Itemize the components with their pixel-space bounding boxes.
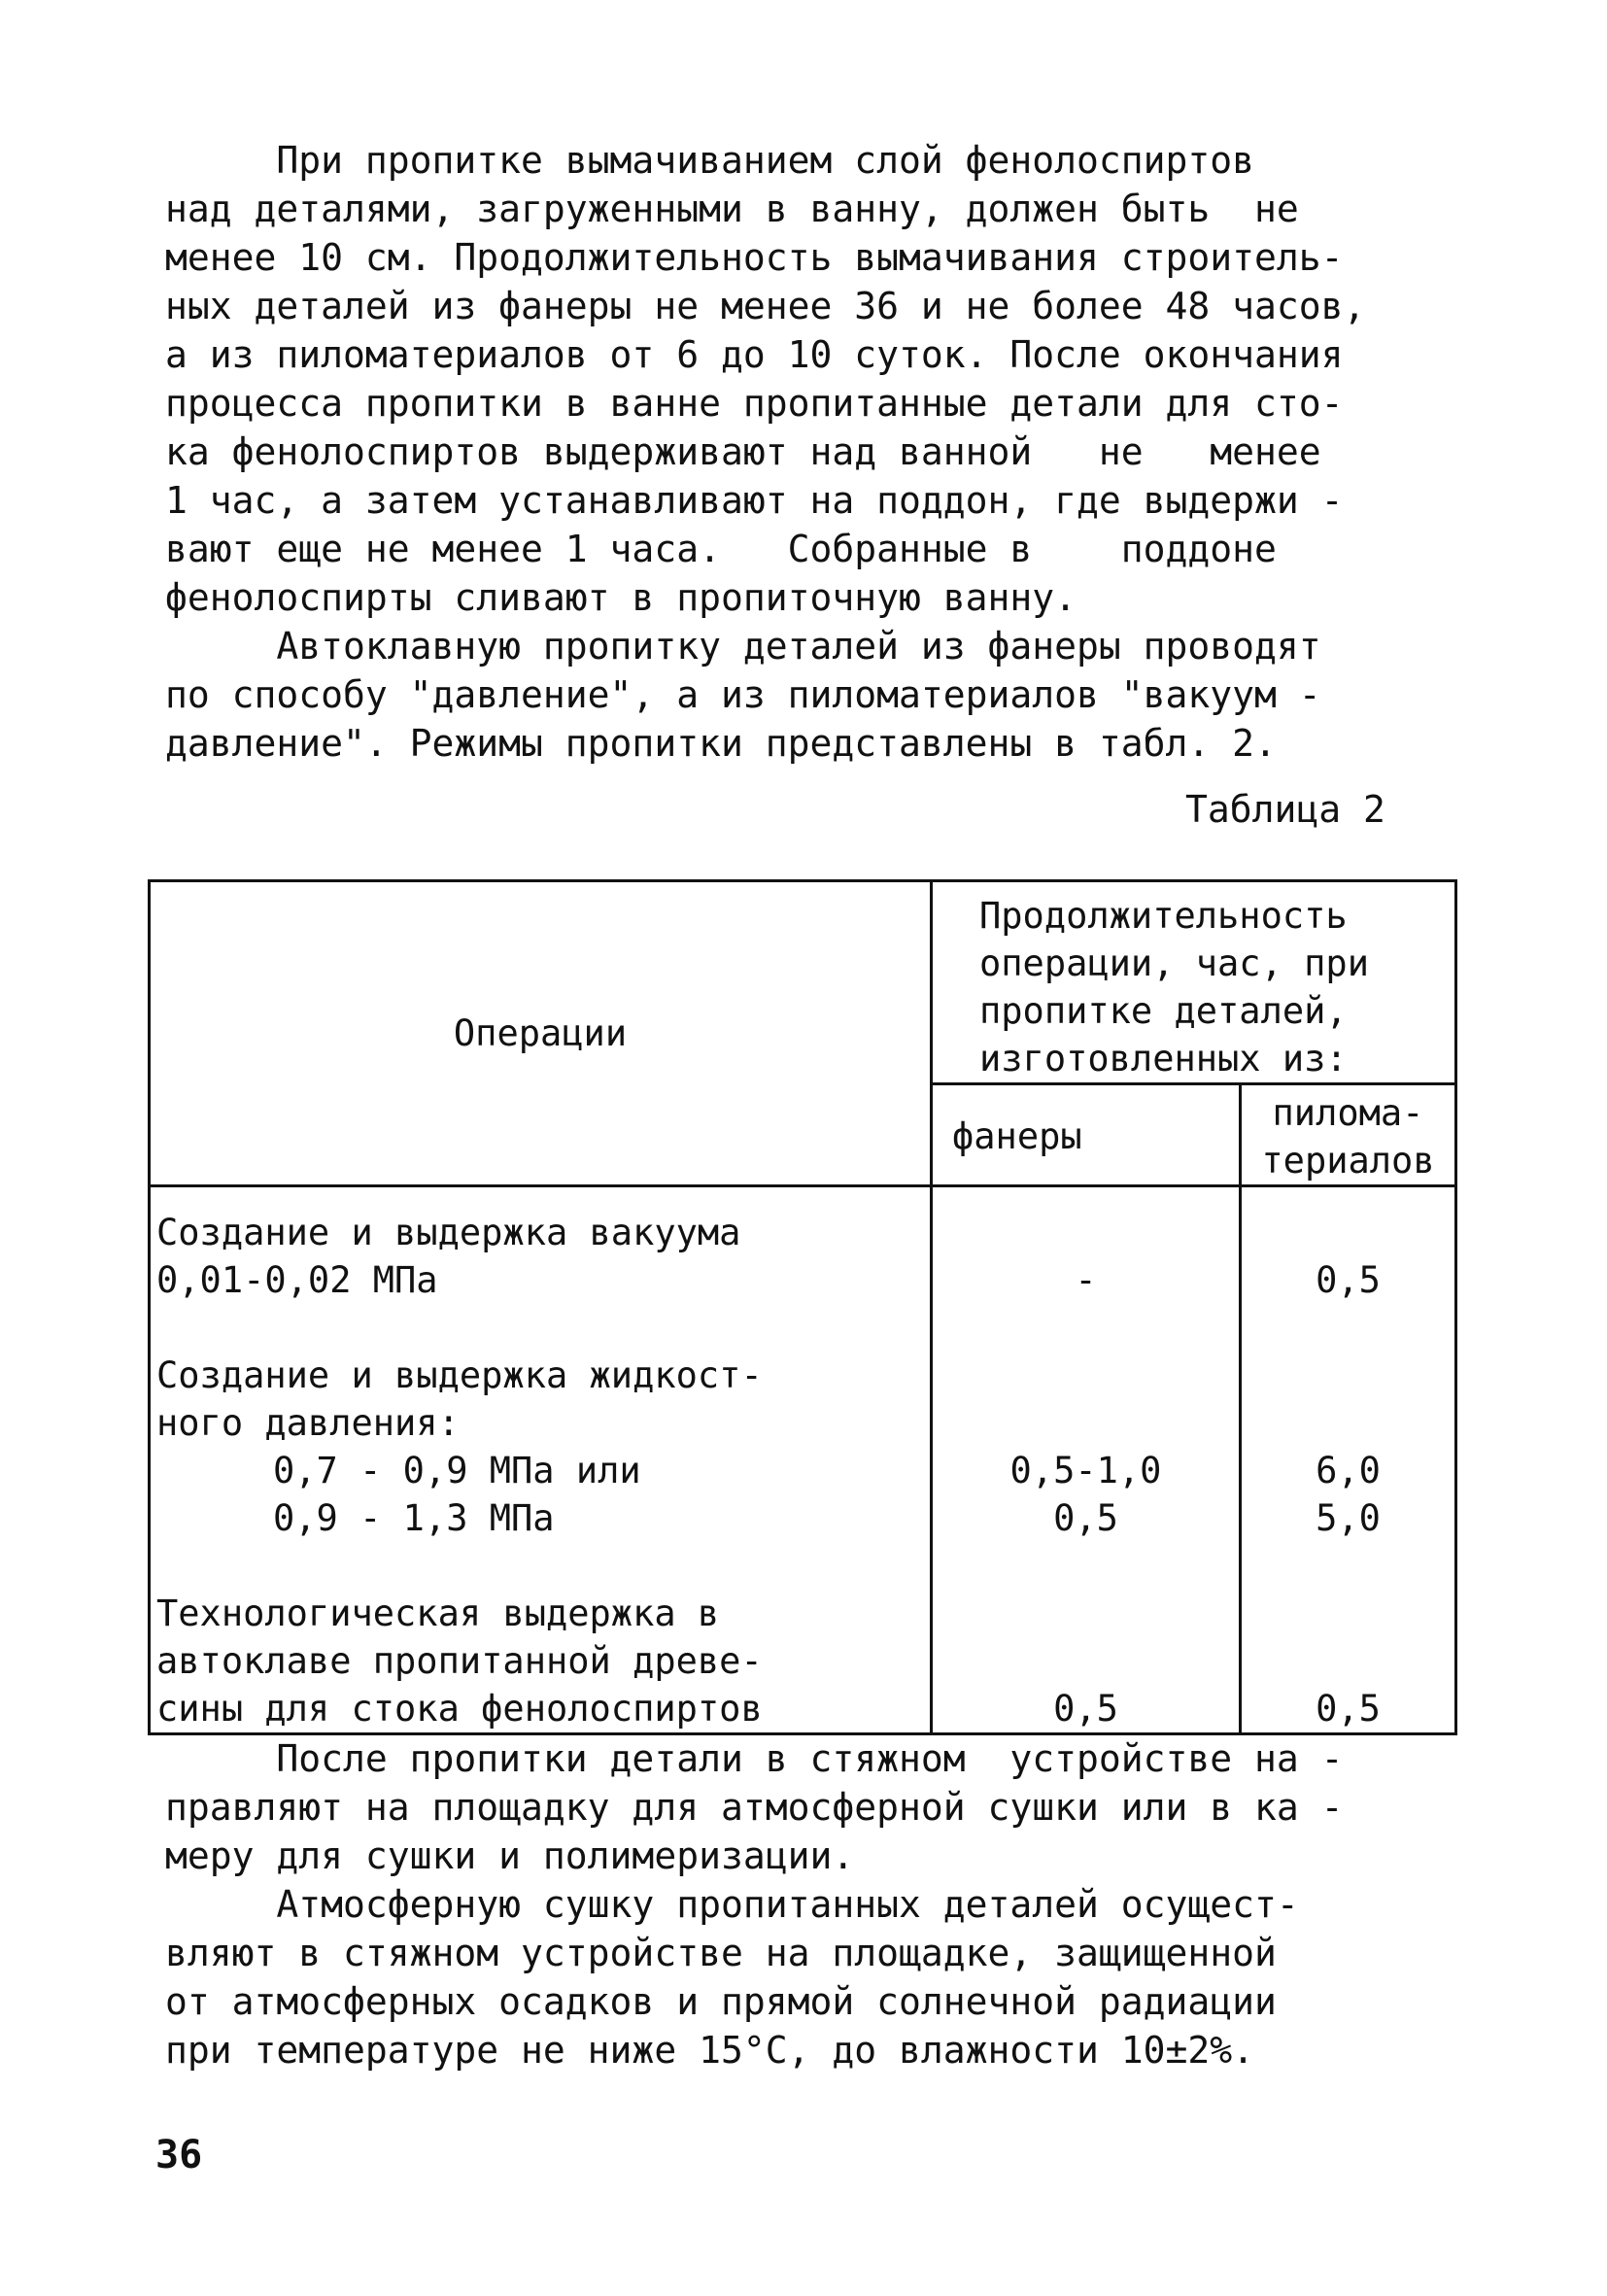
header-duration-line: изготовленных из:	[979, 1038, 1348, 1079]
lumber-value	[1242, 1209, 1454, 1256]
lumber-value: 0,5	[1316, 1259, 1381, 1301]
operation-line: 0,7 - 0,9 МПа или	[273, 1450, 641, 1491]
paragraph-soaking-impregnation	[165, 136, 1467, 622]
header-operations: Операции	[150, 881, 932, 1186]
text-line: Автоклавную пропитку деталей из фанеры проводят	[165, 625, 1321, 668]
text-line: ных деталей из фанеры не менее 36 и не более 48 часов,	[165, 285, 1366, 327]
header-duration-line: пропитке деталей,	[979, 990, 1348, 1032]
text-line: 1 час, а затем устанавливают на поддон, где выдержи -	[165, 479, 1344, 522]
operation-line: ного давления:	[156, 1402, 460, 1444]
text-line: над деталями, загруженными в ванну, должен быть не	[165, 188, 1299, 230]
lumber-value	[1242, 1352, 1454, 1399]
header-duration	[932, 881, 1456, 1084]
header-lumber-line: пилома-	[1272, 1092, 1424, 1134]
header-lumber-line: териалов	[1261, 1140, 1435, 1182]
text-line: меру для сушки и полимеризации.	[165, 1834, 855, 1877]
plywood-value	[933, 1209, 1239, 1256]
header-plywood: фанеры	[932, 1084, 1241, 1186]
lumber-value: 0,5	[1316, 1688, 1381, 1730]
plywood-values-column	[932, 1186, 1241, 1734]
lumber-value	[1242, 1542, 1454, 1590]
plywood-value	[933, 1590, 1239, 1637]
operations-column	[150, 1186, 932, 1734]
header-lumber	[1241, 1084, 1456, 1186]
impregnation-modes-table	[148, 879, 1454, 1730]
paragraph-autoclave-impregnation	[165, 622, 1467, 768]
table-caption: Таблица 2	[1185, 788, 1385, 831]
text-line: а из пиломатериалов от 6 до 10 суток. После окончания	[165, 333, 1344, 376]
operation-line: сины для стока фенолоспиртов	[156, 1688, 763, 1730]
plywood-value: 0,5	[1053, 1497, 1118, 1539]
plywood-value	[933, 1637, 1239, 1685]
text-line: давление". Режимы пропитки представлены в табл. 2.	[165, 722, 1277, 765]
plywood-value: -	[1075, 1259, 1097, 1301]
operation-line: Технологическая выдержка в	[156, 1593, 720, 1634]
operation-gap	[156, 1304, 926, 1352]
operation-gap	[156, 1542, 926, 1590]
text-line: вают еще не менее 1 часа. Собранные в поддоне	[165, 528, 1277, 570]
operation-line: 0,01-0,02 МПа	[156, 1259, 438, 1301]
operation-line: Создание и выдержка жидкост-	[156, 1354, 763, 1396]
lumber-value: 5,0	[1316, 1497, 1381, 1539]
lumber-value: 6,0	[1316, 1450, 1381, 1491]
plywood-value: 0,5	[1053, 1688, 1118, 1730]
lumber-value	[1242, 1590, 1454, 1637]
text-line: Атмосферную сушку пропитанных деталей осущест-	[165, 1883, 1299, 1926]
plywood-value	[933, 1542, 1239, 1590]
lumber-values-column	[1241, 1186, 1456, 1734]
text-line: После пропитки детали в стяжном устройстве на -	[165, 1737, 1344, 1780]
paragraph-after-impregnation	[165, 1734, 1467, 1880]
text-line: вляют в стяжном устройстве на площадке, защищенной	[165, 1932, 1277, 1974]
text-line: процесса пропитки в ванне пропитанные детали для сто-	[165, 382, 1344, 425]
text-line: ка фенолоспиртов выдерживают над ванной не менее	[165, 430, 1321, 473]
header-duration-line: операции, час, при	[979, 942, 1369, 984]
text-line: правляют на площадку для атмосферной сушки или в ка -	[165, 1786, 1344, 1829]
page-number: 36	[155, 2133, 203, 2177]
header-duration-line: Продолжительность	[979, 895, 1348, 937]
text-line: при температуре не ниже 15°C, до влажности 10±2%.	[165, 2029, 1255, 2072]
lumber-value	[1242, 1637, 1454, 1685]
text-line: фенолоспирты сливают в пропиточную ванну.	[165, 576, 1077, 619]
paragraph-atmospheric-drying	[165, 1880, 1467, 2074]
operation-line: автоклаве пропитанной древе-	[156, 1640, 763, 1682]
plywood-value	[933, 1304, 1239, 1352]
text-line: При пропитке вымачиванием слой фенолоспиртов	[165, 139, 1255, 182]
operation-line: 0,9 - 1,3 МПа	[273, 1497, 555, 1539]
operation-line: Создание и выдержка вакуума	[156, 1212, 741, 1253]
plywood-value	[933, 1399, 1239, 1447]
text-line: менее 10 см. Продолжительность вымачивания строитель-	[165, 236, 1344, 279]
lumber-value	[1242, 1399, 1454, 1447]
plywood-value	[933, 1352, 1239, 1399]
lumber-value	[1242, 1304, 1454, 1352]
plywood-value: 0,5-1,0	[1009, 1450, 1162, 1491]
text-line: по способу "давление", а из пиломатериалов "вакуум -	[165, 673, 1321, 716]
text-line: от атмосферных осадков и прямой солнечной радиации	[165, 1980, 1277, 2023]
